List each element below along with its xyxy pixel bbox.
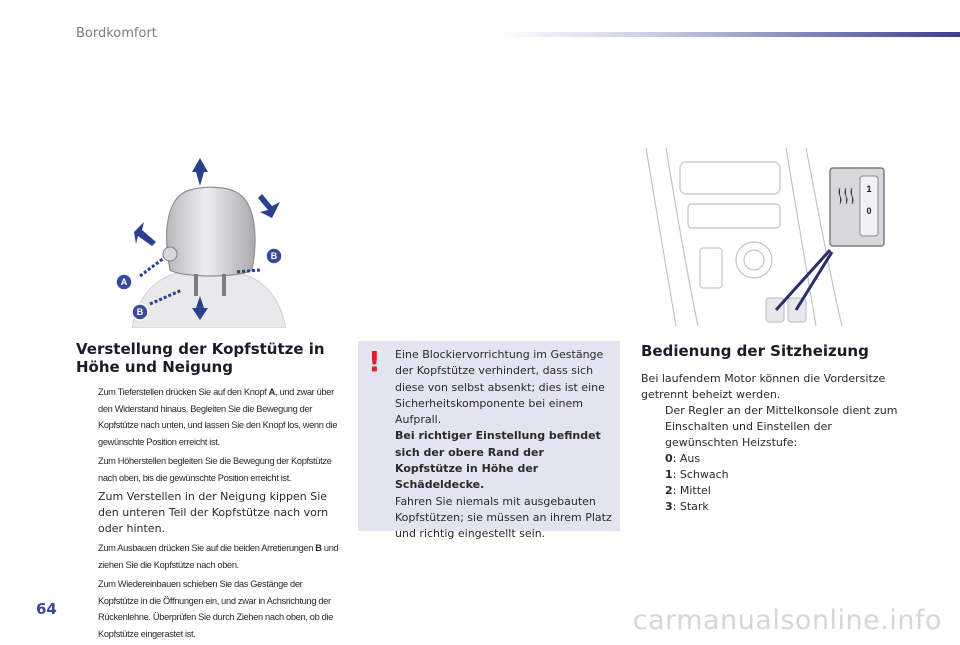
header-rule [498,32,960,37]
headrest-title: Verstellung der Kopfstütze in Höhe und Neigung [76,340,325,376]
callout-b-right: B [270,251,278,261]
callout-b-left: B [136,307,144,317]
headrest-steps [76,384,344,642]
warning-text: Eine Blockiervorrichtung im Gestänge der Kopfstütze verhindert, dass sich diese von selbst absenkt; dies ist eine Sicherheitskomponente bei einem Aufprall. Bei richtiger Einstellung befindet sich der obere Rand der Kopfstütze in Höhe der Schädeldecke. Fahren Sie niemals mit ausgebauten Kopfstützen; sie müssen an ihrem Platz und richtig eingestellt sein. [395,348,612,541]
seat-heating-intro: Bei laufendem Motor können die Vordersitze getrennt beheizt werden. [641,372,886,401]
headrest-illustration [112,158,306,328]
list-item: Zum Höherstellen begleiten Sie die Bewegung der Kopfstütze nach oben, bis die gewünschte Position erreicht ist. [98,456,332,483]
list-item: Zum Ausbauen drücken Sie auf die beiden Arretierungen B und ziehen Sie die Kopfstütze nach oben. [98,543,339,570]
watermark: carmanualsonline.info [632,605,942,636]
page-number: 64 [36,600,57,618]
dial-label-1: 1 [866,184,872,194]
heating-level: 3: Stark [665,500,709,513]
header-title: Bordkomfort [76,26,157,41]
heating-level: 1: Schwach [665,468,729,481]
list-item: Zum Wiedereinbauen schieben Sie das Gestänge der Kopfstütze in die Öffnungen ein, und zwar in Achsrichtung der Rückenlehne. Überprüfen Sie durch Ziehen nach oben, ob die Kopfstütze eingerastet ist. [98,579,334,639]
callout-a: A [120,277,128,287]
seat-heating-section [641,342,901,515]
seat-heating-title: Bedienung der Sitzheizung [641,342,869,360]
headrest-section [76,340,344,645]
warning-box [358,341,620,541]
heating-levels [665,451,901,515]
list-item: Der Regler an der Mittelkonsole dient zum Einschalten und Einstellen der gewünschten Heizstufe: 0: Aus 1: Schwach 2: Mittel 3: Stark [641,403,901,515]
list-item: Zum Verstellen in der Neigung kippen Sie den unteren Teil der Kopfstütze nach vorn oder hinten. [98,490,329,535]
list-item: Zum Tieferstellen drücken Sie auf den Knopf A, und zwar über den Widerstand hinaus. Begleiten Sie die Bewegung der Kopfstütze nach unten, und lassen Sie den Knopf los, wenn die gewünschte Position erreicht ist. [98,387,338,447]
console-illustration [636,148,892,326]
warning-icon: ! [368,345,381,378]
dial-label-0: 0 [866,206,872,216]
heating-level: 0: Aus [665,452,701,465]
heating-level: 2: Mittel [665,484,711,497]
